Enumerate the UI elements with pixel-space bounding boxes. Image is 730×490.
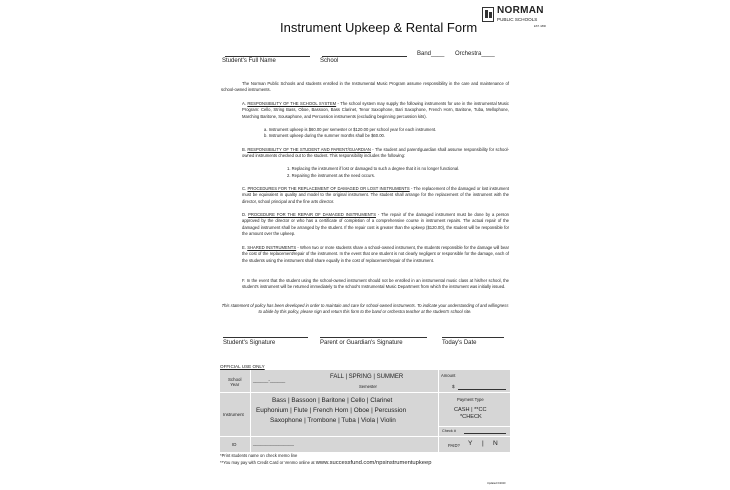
section-c-text: - The replacement of the damaged or lost instrument must be equivalent in quality and model to the original instrument. The student shall arrange for the replacement of the instrument with the director, school principal and the fine arts director. [242,186,509,204]
paid-no-option[interactable]: N [493,440,498,447]
school-label: School [320,58,339,64]
section-d-prefix: D. [242,212,247,217]
payment-type-options[interactable]: CASH | **CC [454,407,487,413]
logo-established: EST. 1890 [534,25,546,28]
band-option[interactable]: Band____ [417,51,445,57]
footer-note-2 [220,460,431,466]
logo-subtitle: PUBLIC SCHOOLS [497,17,538,22]
payment-url-link[interactable]: www.successfund.com/npsinstrumentupkeep [315,460,432,466]
parent-signature-label: Parent or Guardian's Signature [320,340,403,346]
section-f: F. In the event that the student using the school-owned instrument should not be enrolled in an instrumental music class at his/her school, the student's instrument will be returned immediately to the school's Instrumental Music Department from which the instrument was initially issued. [242,278,509,290]
orchestra-option[interactable]: Orchestra____ [455,51,495,57]
footer-note-1: *Print students name on check memo line [220,453,298,458]
section-e-heading: SHARED INSTRUMENTS [247,245,297,250]
section-c-heading: PROCEDURES FOR THE REPLACEMENT OF DAMAGED OR LOST INSTRUMENTS [247,186,410,191]
paid-yes-option[interactable]: Y [468,440,473,447]
student-name-line[interactable] [225,56,310,57]
check-number-label: Check # [442,429,456,433]
section-a-prefix: A. [242,101,246,106]
section-e-prefix: E. [242,245,246,250]
semester-label: Semester [359,384,377,389]
section-b-heading: RESPONSIBILITY OF THE STUDENT AND PARENT/GUARDIAN [247,147,371,152]
amount-label: Amount [441,373,456,378]
section-e [242,245,509,264]
student-name-label: Student's Full Name [222,58,276,64]
section-b-text: - The student and parent/guardian shall assume responsibility for school-owned instruments checked out to the student. This responsibility includes the following: [242,147,510,159]
semester-options[interactable]: FALL | SPRING | SUMMER [330,374,404,380]
student-signature-line[interactable] [223,337,308,338]
paid-separator: | [482,440,484,447]
grid-divider [438,392,510,393]
section-e-text: - When two or more students share a school-owned instrument, the students responsible for the damage will bear the cost of the replacement/repair of the instrument. In the event that one student is not clearly negligent or responsible for the damage, each of the students using the instrument shall share equally in the cost of replacement/repair of the instrument. [242,245,509,263]
school-line[interactable] [322,56,407,57]
section-a [242,101,509,120]
section-b-item-2: 2. Repairing the instrument as the need occurs. [287,173,375,178]
instrument-label: Instrument [223,412,244,417]
school-year-label: School Year [228,377,242,387]
section-b [242,147,509,160]
date-label: Today's Date [442,340,477,346]
district-logo [482,6,548,30]
amount-input[interactable]: $ [452,384,455,389]
logo-name: NORMAN [497,5,544,16]
instrument-options-row-1[interactable]: Bass | Bassoon | Baritone | Cello | Clarinet [272,397,393,404]
grid-divider [438,426,510,427]
date-line[interactable] [442,337,504,338]
official-use-label: OFFICIAL USE ONLY [220,364,265,369]
section-b-prefix: B. [242,147,246,152]
amount-line [458,389,506,390]
check-number-line[interactable] [464,433,506,434]
section-a-item-1: a. Instrument upkeep is $60.00 per semester or $120.00 per school year for each instrument. [264,127,437,132]
section-d [242,212,509,237]
section-b-item-1: 1. Replacing the instrument if lost or damaged to such a degree that it is no longer functional. [287,166,460,171]
grid-divider [438,370,439,452]
section-a-item-2: b. Instrument upkeep during the summer months shall be $60.00. [264,133,386,138]
paid-label: PAID? [448,443,460,448]
section-a-text: - The school system may supply the following instruments for use in the instrumental Music Program: Cello, String Bass, Oboe, Bassoon, Bass Clarinet, Tenor Saxophone, Bari Saxophone, French Horn, Baritone, Tuba, Mellophone, Marching Baritone, Sousaphone, and Percussion instruments (excluding beginning percussion kits). [242,101,509,119]
section-a-heading: RESPONSIBILITY OF THE SCHOOL SYSTEM [247,101,337,106]
grid-divider [220,392,438,393]
id-label: ID [232,442,237,447]
grid-divider [220,436,438,437]
grid-divider [438,436,510,437]
logo-mark-icon [482,7,494,22]
updated-date: Updated 6/2020 [487,482,506,485]
section-d-text: - The repair of the damaged instrument must be done by a person approved by the director or who has a certificate of completion of a comprehensive course in instrument repairs. The actual repair of the damaged instrument shall be arranged by the student. If the repair cost is greater than the upkeep ($120.00), the student will be responsible for the amount over the upkeep. [242,212,509,236]
section-c-prefix: C. [242,186,247,191]
page-title: Instrument Upkeep & Rental Form [280,20,478,35]
grid-divider [250,370,251,452]
school-year-input[interactable]: ______-______ [253,378,286,383]
intro-paragraph: The Norman Public Schools and students enrolled in the Instrumental Music Program assume responsibility in the care and maintenance of school-owned instruments. [221,81,509,93]
payment-check-option[interactable]: *CHECK [460,414,482,420]
section-c [242,186,509,205]
footer-note-2-text: **You may pay with Credit Card or Venmo online at [220,460,316,465]
parent-signature-line[interactable] [320,337,427,338]
policy-statement: This statement of policy has been developed in order to maintain and care for school-owned instruments. To indicate your understanding of and willingness to abide by this policy, please sign and return this form to the band or orchestra teacher at the student's school site. [221,303,509,315]
instrument-options-row-3[interactable]: Saxophone | Trombone | Tuba | Viola | Violin [270,417,396,424]
official-use-box [220,370,510,452]
student-id-input[interactable]: ________________ [253,441,294,446]
instrument-options-row-2[interactable]: Euphonium | Flute | French Horn | Oboe | Percussion [256,407,407,414]
student-signature-label: Student's Signature [223,340,276,346]
payment-type-label: Payment Type [457,397,484,402]
section-d-heading: PROCEDURE FOR THE REPAIR OF DAMAGED INSTRUMENTS [248,212,376,217]
